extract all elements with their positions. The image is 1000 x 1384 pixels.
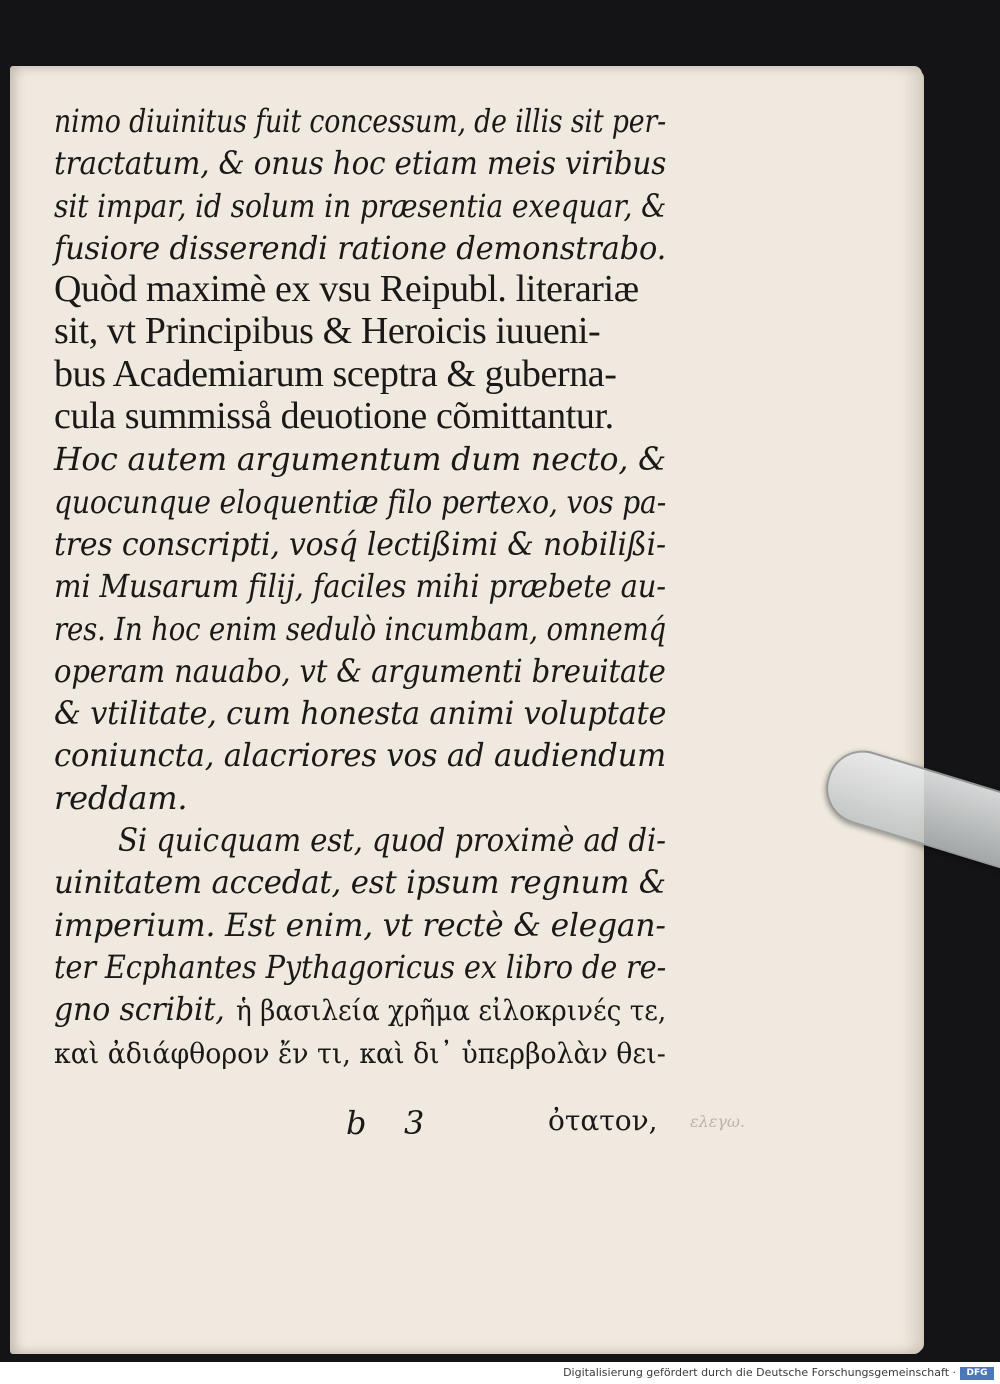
line-text: quocunque eloquentiæ filo pertexo, vos pa-: [54, 482, 667, 521]
line-text: sit, vt Principibus & Heroicis iuueni-: [54, 310, 601, 353]
text-line: [54, 479, 667, 521]
text-line: [54, 563, 666, 606]
line-text: καὶ ἀδιάφθορον ἔν τι, καὶ δι᾽ ὑπερβολὰν θει-: [54, 1036, 666, 1070]
line-text: Hoc autem argumentum dum necto, &: [54, 440, 666, 479]
text-line: [54, 902, 666, 944]
text-line: [54, 394, 666, 436]
footer-bar: [0, 1362, 1000, 1384]
line-text: uinitatem accedat, est ipsum regnum &: [54, 863, 666, 902]
text-line: [54, 521, 666, 563]
line-text: mi Musarum filij, faciles mihi præbete au-: [54, 567, 666, 606]
line-text: & vtilitate, cum honesta animi voluptate: [54, 694, 667, 733]
signature-number: 3: [404, 1104, 425, 1142]
text-line: [54, 267, 666, 309]
text-line: [54, 986, 667, 1029]
text-line: [54, 606, 666, 648]
greek-fragment: ἡ βασιλεία χρῆμα εἰλοκρινές τε,: [236, 994, 667, 1028]
text-line: [54, 1029, 666, 1071]
line-text: nimo diuinitus fuit concessum, de illis sit per-: [54, 102, 667, 140]
text-line: [54, 775, 666, 817]
show-through-text: ελεγω.: [690, 1112, 746, 1131]
text-line: [54, 309, 666, 351]
line-text: tractatum, & onus hoc etiam meis viribus: [54, 144, 667, 183]
line-text: Quòd maximè ex vsu Reipubl. literariæ: [54, 268, 639, 311]
line-text: coniuncta, alacriores vos ad audiendum: [54, 736, 667, 775]
line-text: fusiore disserendi ratione demonstrabo.: [54, 228, 667, 267]
dfg-logo: DFG: [960, 1367, 994, 1380]
catchword: ὀτατον,: [548, 1104, 658, 1137]
text-line: [54, 98, 667, 140]
line-text: operam nauabo, vt & argumenti breuitate: [54, 651, 666, 690]
line-text: ter Ecphantes Pythagoricus ex libro de re-: [54, 947, 667, 986]
line-text: sit impar, id solum in præsentia exequar, &: [54, 186, 667, 225]
line-text: res. In hoc enim sedulò incumbam, omnemq́: [54, 609, 666, 648]
line-text: imperium. Est enim, vt rectè & elegan-: [54, 905, 666, 944]
text-line: [54, 859, 666, 902]
line-text: reddam.: [54, 778, 188, 817]
line-text: Si quicquam est, quod proximè ad di-: [118, 821, 666, 860]
text-line: [54, 817, 666, 860]
text-line: [54, 436, 666, 479]
latin-fragment: gno scribit,: [54, 990, 225, 1029]
text-line: [54, 690, 667, 733]
text-line: [54, 944, 667, 986]
text-line: [54, 183, 667, 225]
text-line: [54, 140, 667, 183]
footer-credit: Digitalisierung gefördert durch die Deutsche Forschungsgemeinschaft ·: [563, 1366, 956, 1379]
line-text: bus Academiarum sceptra & guberna-: [54, 352, 617, 395]
line-text: tres conscripti, vosq́ lectißimi & nobilißi-: [54, 524, 666, 563]
page-text-block: [54, 98, 666, 1071]
line-text: cula summisså deuotione cõmittantur.: [54, 395, 614, 438]
text-line: [54, 352, 666, 394]
text-line: [54, 648, 666, 690]
signature-mark: b: [346, 1104, 367, 1142]
text-line: [54, 732, 667, 775]
text-line: [54, 225, 667, 267]
